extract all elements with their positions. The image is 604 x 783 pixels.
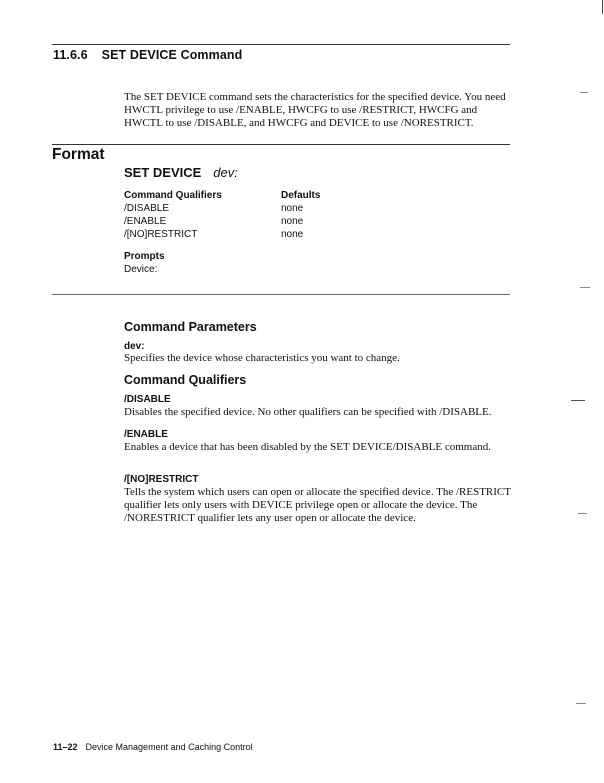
format-rule [52, 144, 510, 145]
qualifier-name: /ENABLE [124, 216, 167, 227]
qualifier-default: none [281, 203, 304, 214]
qualifier-item-name: /ENABLE [124, 429, 168, 440]
page-number: 11–22 [53, 742, 78, 752]
param-desc: Specifies the device whose characteristics you want to change. [124, 352, 400, 364]
qualifier-name: /[NO]RESTRICT [124, 229, 198, 240]
command-syntax [124, 165, 238, 180]
margin-mark [580, 92, 588, 93]
qualifier-default: none [281, 216, 304, 227]
param-name: dev: [124, 341, 145, 352]
qualifier-item-desc: Tells the system which users can open or allocate the specified device. The /RESTRICT qualifier lets only users with DEVICE privilege open or allocate the device. The /NORESTRICT qualifier lets any user open or allocate the device. [124, 486, 511, 525]
qualifier-item-name: /[NO]RESTRICT [124, 474, 199, 485]
qualifiers-heading: Command Qualifiers [124, 373, 247, 387]
separator-rule [52, 294, 510, 295]
section-heading [53, 48, 242, 62]
qualifier-item-name: /DISABLE [124, 394, 171, 405]
margin-mark [576, 703, 586, 704]
margin-mark [578, 513, 587, 514]
prompts-header: Prompts [124, 251, 165, 262]
footer-title: Device Management and Caching Control [85, 742, 253, 752]
qualifier-item-desc: Enables a device that has been disabled by the SET DEVICE/DISABLE command. [124, 441, 491, 453]
section-number: 11.6.6 [53, 48, 88, 62]
qualifier-item-desc: Disables the specified device. No other qualifiers can be specified with /DISABLE. [124, 406, 492, 418]
format-heading: Format [52, 146, 105, 163]
section-title: SET DEVICE Command [101, 48, 243, 62]
parameters-heading: Command Parameters [124, 320, 257, 334]
defaults-header: Defaults [281, 190, 321, 201]
margin-mark [571, 400, 585, 401]
command-param: dev: [213, 165, 238, 180]
qualifier-default: none [281, 229, 304, 240]
top-rule [52, 44, 510, 45]
prompt-text: Device: [124, 264, 158, 275]
qualifiers-header: Command Qualifiers [124, 190, 222, 201]
margin-mark [580, 287, 590, 288]
qualifier-name: /DISABLE [124, 203, 170, 214]
intro-paragraph: The SET DEVICE command sets the characteristics for the specified device. You need HWCTL privilege to use /ENABLE, HWCFG to use /RESTRICT, HWCFG and HWCTL to use /DISABLE, and HWCFG and DEVICE to use /NORESTRICT. [124, 91, 506, 130]
command-name: SET DEVICE [124, 165, 202, 180]
page-footer [53, 742, 253, 752]
edge-mark [602, 0, 603, 14]
